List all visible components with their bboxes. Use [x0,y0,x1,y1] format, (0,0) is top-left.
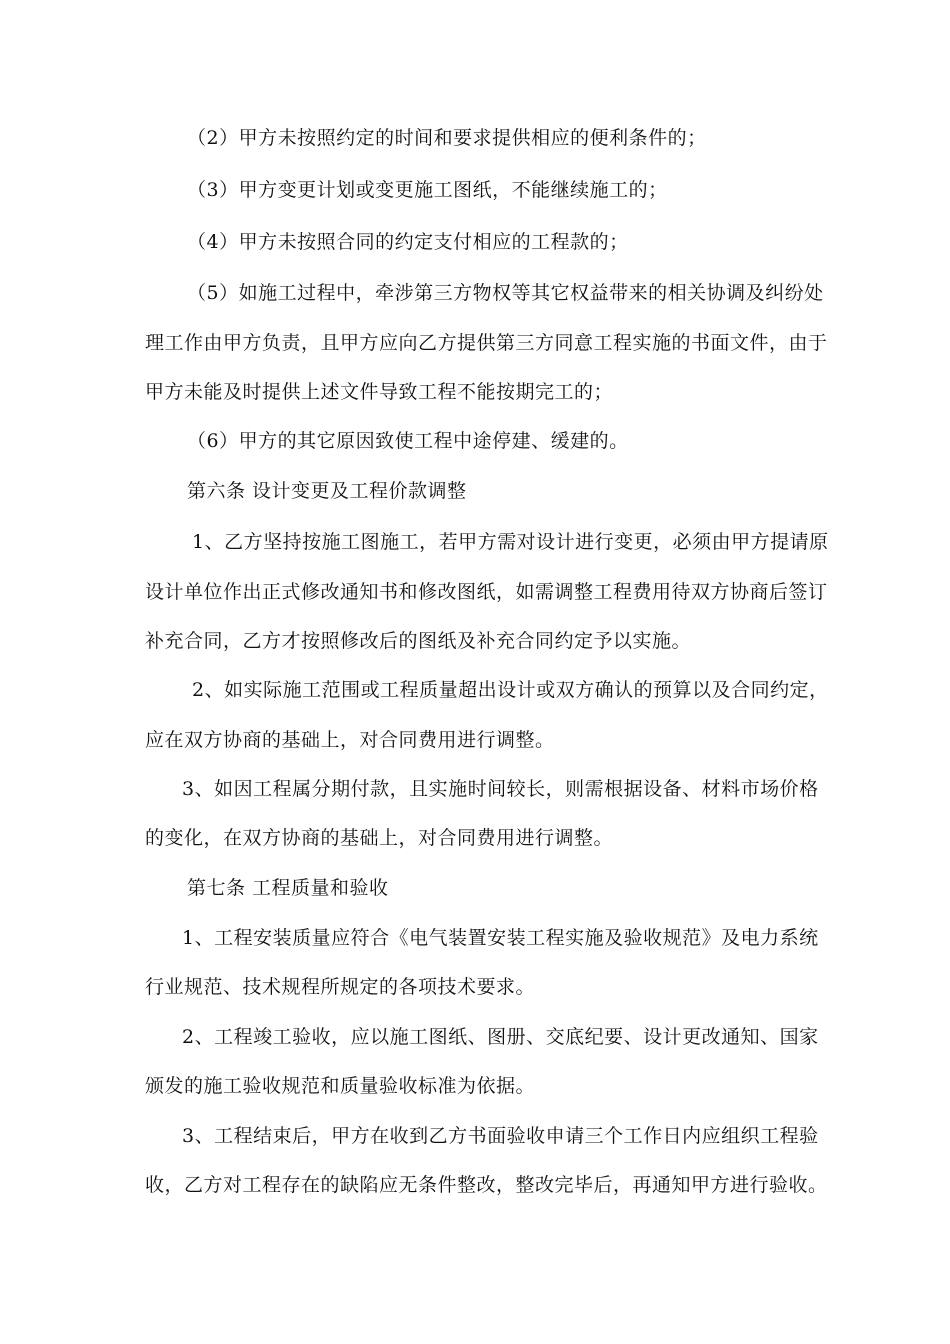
paragraph-line: 设计单位作出正式修改通知书和修改图纸，如需调整工程费用待双方协商后签订 [145,581,828,603]
paragraph-line: 补充合同，乙方才按照修改后的图纸及补充合同约定予以实施。 [145,630,692,652]
paragraph-line: 2、如实际施工范围或工程质量超出设计或双方确认的预算以及合同约定， [192,679,829,701]
section-heading: 第七条 工程质量和验收 [187,877,389,899]
paragraph-line: 应在双方协商的基础上，对合同费用进行调整。 [145,729,555,751]
paragraph-line: （4）甲方未按照合同的约定支付相应的工程款的； [187,231,629,253]
paragraph-line: （6）甲方的其它原因致使工程中途停建、缓建的。 [187,430,629,452]
paragraph-line: （2）甲方未按照约定的时间和要求提供相应的便利条件的； [187,127,707,149]
paragraph-line: （3）甲方变更计划或变更施工图纸，不能继续施工的； [187,179,668,201]
paragraph-line: （5）如施工过程中，牵涉第三方物权等其它权益带来的相关协调及纠纷处 [187,282,824,304]
paragraph-line: 1、乙方坚持按施工图施工，若甲方需对设计进行变更，必须由甲方提请原 [192,531,829,553]
paragraph-line: 颁发的施工验收规范和质量验收标准为依据。 [145,1075,536,1097]
paragraph-line: 行业规范、技术规程所规定的各项技术要求。 [145,976,536,998]
paragraph-line: 2、工程竣工验收，应以施工图纸、图册、交底纪要、设计更改通知、国家 [182,1026,819,1048]
section-heading: 第六条 设计变更及工程价款调整 [187,480,467,502]
paragraph-line: 收，乙方对工程存在的缺陷应无条件整改，整改完毕后，再通知甲方进行验收。 [145,1174,828,1196]
paragraph-line: 理工作由甲方负责，且甲方应向乙方提供第三方同意工程实施的书面文件，由于 [145,332,828,354]
paragraph-line: 的变化，在双方协商的基础上，对合同费用进行调整。 [145,827,614,849]
paragraph-line: 甲方未能及时提供上述文件导致工程不能按期完工的； [145,381,614,403]
paragraph-line: 3、工程结束后，甲方在收到乙方书面验收申请三个工作日内应组织工程验 [182,1125,819,1147]
paragraph-line: 3、如因工程属分期付款，且实施时间较长，则需根据设备、材料市场价格 [182,778,819,800]
paragraph-line: 1、工程安装质量应符合《电气装置安装工程实施及验收规范》及电力系统 [182,927,819,949]
